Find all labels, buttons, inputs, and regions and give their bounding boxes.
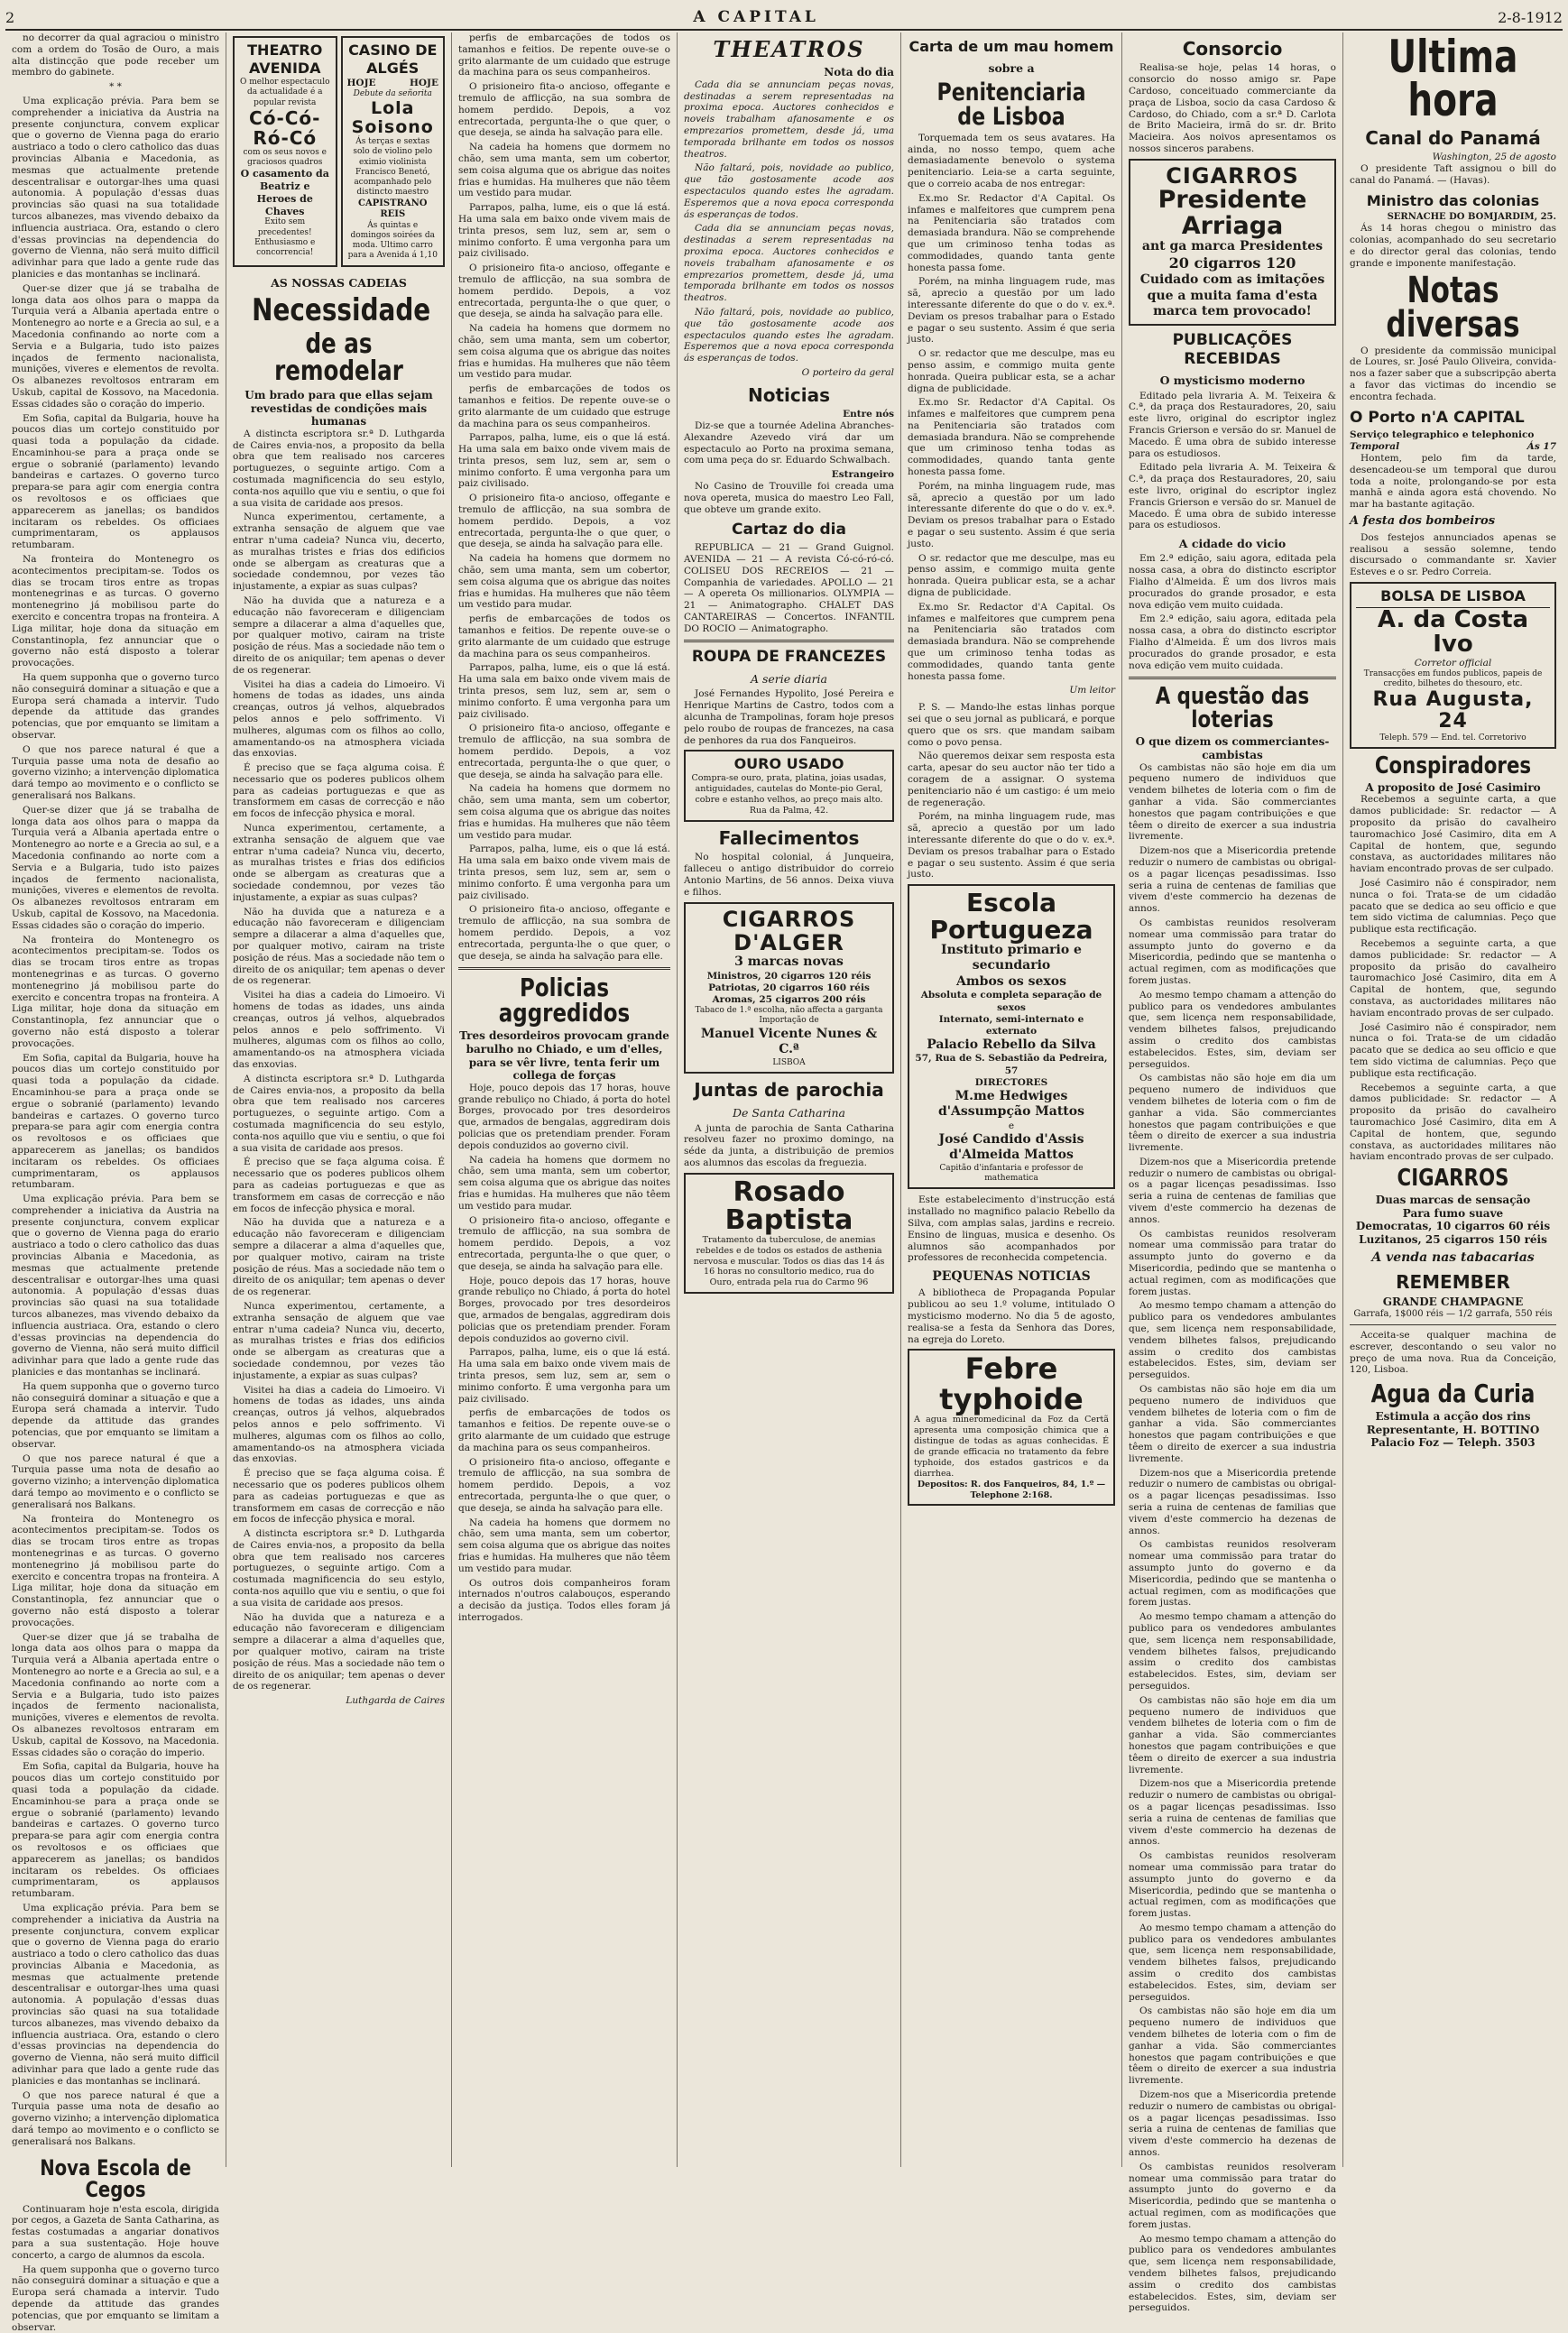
article-text: Ex.mo Sr. Redactor d'A Capital. Os infames e malfeitores que cumprem pena na Penitenciaria são tratados com demasiada brandura. Não se comprehende que um criminoso tenha todas as commodidades, quando tanta gente honesta passa fome. [908, 192, 1115, 273]
article-text: O prisioneiro fita-o ancioso, offegante e tremulo de afflicção, na sua sombra de homem perdido. Depois, a voz entrecortada, pergunta-lhe o que quer, o que deseja, se ainda ha salvação para elle. [458, 1214, 670, 1272]
column-3 [452, 32, 678, 2167]
ad-text: Instituto primario e secundario [941, 942, 1082, 973]
ad-title: CASINO DE ALGÉS [348, 41, 438, 77]
ad-text: M.me Hedwiges d'Assumpção Mattos [937, 1088, 1084, 1120]
ad-address: 57, Rua de S. Sebastião da Pedreira, 57 [915, 1053, 1108, 1076]
article-text: Nunca experimentou, certamente, a extranha sensação de alguem que vae entrar n'uma cadeia? Nunca viu, decerto, as muralhas tristes e frias dos edificios onde se albergam as creaturas que a sociedade condemnou, por vezes tão injustamente, a expiar as suas culpas? [233, 823, 445, 903]
ad-text: LISBOA [772, 1057, 806, 1067]
article-text: A bibliotheca de Propaganda Popular publicou ao seu 1.º volume, intitulado O mysticismo moderno. No dia 5 de agosto, realisa-se a festa da Senhora das Dores, na egreja do Loreto. [908, 1287, 1115, 1345]
article-text: Porém, na minha linguagem rude, mas sã, aprecio a questão por um lado interessante diferente do que o do v. ex.ª. Deviam os presos trabalhar para o Estado e pagar o seu sustento. Assim é que seria justo. [908, 276, 1115, 346]
article-text: Quer-se dizer que já se trabalha de longa data aos olhos para o mappa da Turquia verá a Albania apertada entre o Montenegro ao norte e a Grecia ao sul, e a Macedonia confinando ao norte com a Servia e a Bulgaria, tudo isto paizes inçados de fermento nacionalista, munições, viveres e elementos de revolta. Os albanezes revoltosos entraram em Uskub, capital de Kossovo, na Macedonia. Essas cidades são o coração do imperio. [12, 804, 219, 931]
signature: Um leitor [1069, 685, 1115, 696]
article-text: Hoje, pouco depois das 17 horas, houve grande rebuliço no Chiado, á porta do hotel Borges, provocado por tres desordeiros que, armados de bengalas, aggrediram dois policias que os pretendiam prender. Foram depois conduzidos ao governo civil. [458, 1275, 670, 1344]
article-text: O prisioneiro fita-o ancioso, offegante e tremulo de afflicção, na sua sombra de homem perdido. Depois, a voz entrecortada, pergunta-lhe o que quer, o que deseja, se ainda ha salvação para elle. [458, 904, 670, 962]
ad-title: Febre typhoide [939, 1351, 1084, 1416]
article-text: Uma explicação prévia. Para bem se comprehender a iniciativa da Austria na presente conjunctura, convem explicar que o governo de Vienna paga do erario austriaco a todo o clero catholico das duas provincias Albania e Macedonia, as mesmas que actualmente pretende descentralisar e outorgar-lhes uma quasi autonomia. A população d'essas duas provincias são quasi na sua totalidade turcos albanezes, mas vivendo debaixo da influencia austriaca. Ora, estando o clero d'essas provincias na dependencia do governo de Vienna, não será muito difficil adivinhar para que lado a gente rude das planicies e das montanhas se inclinará. [12, 95, 219, 280]
article-text: É preciso que se faça alguma coisa. É necessario que os poderes publicos olhem para as cadeias portuguezas e que as transformem em casas de correcção e não em focos de infecção physica e moral. [233, 1468, 445, 1526]
hoje-label: HOJE [346, 78, 376, 88]
article-text: Os cambistas não são hoje em dia um pequeno numero de individuos que vendem bilhetes de loteria com o fim de ganhar a vida. São commerciantes honestos que pagam contribuições e que têem o direito de exercer a sua industria livremente. [1129, 761, 1336, 843]
ad-text: Duas marcas de sensação [1375, 1194, 1531, 1207]
hoje-label: HOJE [409, 78, 438, 88]
ad-text: Teleph. 579 — End. tel. Corretorivo [1379, 733, 1526, 742]
headline: A festa dos bombeiros [1350, 513, 1496, 528]
ad-text: Representante, H. BOTTINO [1366, 1423, 1540, 1436]
dateline: SERNACHE DO BOMJARDIM, 25. [1387, 212, 1556, 223]
ad-text: com os seus novos e graciosos quadros [243, 147, 327, 167]
article-text: José Casimiro não é conspirador, nem nunca o foi. Trata-se de um cidadão pacato que se dedica ao seu officio e que tem sido victima de calumnias. Peço que publique esta rectificação. [1350, 878, 1556, 936]
subheadline: Serviço telegraphico e telephonico [1350, 429, 1535, 441]
separator: * * [109, 81, 122, 93]
theatre-ads [233, 32, 445, 271]
article-text: no decorrer da qual agraciou o ministro com a ordem do Tosão de Ouro, a mais alta distincção que pode receber um membro do gabinete. [12, 32, 219, 78]
article-text: perfis de embarcações de todos os tamanhos e feitios. De repente ouve-se o grito alarmante de um cuidado que estruge da machina para os seus companheiros. [458, 1407, 670, 1453]
subheadline: Entre nós [843, 409, 894, 420]
headline: Cartaz do dia [732, 521, 846, 539]
article-text: Hoje, pouco depois das 17 horas, houve grande rebuliço no Chiado, á porta do hotel Borges, provocado por tres desordeiros que, armados de bengalas, aggrediram dois policias que os pretendiam prender. Foram depois conduzidos ao governo civil. [458, 1082, 670, 1151]
price-row: Luzitanos, 25 cigarros 150 réis [1359, 1233, 1547, 1247]
article-text: Recebemos a seguinte carta, a que damos publicidade: Sr. redactor — A proposito da prisão do cavalheiro tauromachico José Casimiro, dita em A Capital de hontem, que, segundo constava, as auctoridades militares não haviam encontrado provas de ser culpado. [1350, 1082, 1556, 1163]
article-text: Em 2.ª edição, saiu agora, editada pela nossa casa, a obra do distincto escriptor Fialho d'Almeida. É um dos livros mais procurados do grande prosador, e esta nova edição vem muito cuidada. [1129, 553, 1336, 611]
dateline: Washington, 25 de agosto [1432, 152, 1556, 163]
ad-title: THEATRO AVENIDA [247, 41, 323, 77]
article-text: Ao mesmo tempo chamam a attenção do publico para os vendedores ambulantes que, sem licença nem responsabilidade, vendem bilhetes falsos, prejudicando assim o credito dos cambistas estabelecidos. Estes, sim, deviam ser perseguidos. [1129, 989, 1336, 1070]
article-text: O prisioneiro fita-o ancioso, offegante e tremulo de afflicção, na sua sombra de homem perdido. Depois, a voz entrecortada, pergunta-lhe o que quer, o que deseja, se ainda ha salvação para elle. [458, 263, 670, 320]
ad-text: 3 marcas novas [734, 954, 844, 970]
article-text: O prisioneiro fita-o ancioso, offegante e tremulo de afflicção, na sua sombra de homem perdido. Depois, a voz entrecortada, pergunta-lhe o que quer, o que deseja, se ainda ha salvação para elle. [458, 493, 670, 550]
theatro-avenida-ad [233, 36, 337, 267]
ad-text: Palacio Foz — Teleph. 3503 [1370, 1436, 1536, 1450]
bolsa-lisboa-ad [1350, 582, 1556, 749]
article-text: Torquemada tem os seus avatares. Ha ainda, no nosso tempo, quem ache demasiadamente benevolo o systema penitenciario. Leia-se a carta seguinte, que o correio acaba de nos entregar: [908, 132, 1115, 189]
article-text: Recebemos a seguinte carta, a que damos publicidade: Sr. redactor — A proposito da prisão do cavalheiro tauromachico José Casimiro, dita em A Capital de hontem, que, segundo constava, as auctoridades militares não haviam encontrado provas de ser culpado. [1350, 938, 1556, 1019]
article-text: Quer-se dizer que já se trabalha de longa data aos olhos para o mappa da Turquia verá a Albania apertada entre o Montenegro ao norte e a Grecia ao sul, e a Macedonia confinando ao norte com a Servia e a Bulgaria, tudo isto paizes inçados de fermento nacionalista, munições, viveres e elementos de revolta. Os albanezes revoltosos entraram em Uskub, capital de Kossovo, na Macedonia. Essas cidades são o coração do imperio. [12, 1631, 219, 1758]
article-text: Uma explicação prévia. Para bem se comprehender a iniciativa da Austria na presente conjunctura, convem explicar que o governo de Vienna paga do erario austriaco a todo o clero catholico das duas provincias Albania e Macedonia, as mesmas que actualmente pretende descentralisar e outorgar-lhes uma quasi autonomia. A população d'essas duas provincias são quasi na sua totalidade turcos albanezes, mas vivendo debaixo da influencia austriaca. Ora, estando o clero d'essas provincias na dependencia do governo de Vienna, não será muito difficil adivinhar para que lado a gente rude das planicies e das montanhas se inclinará. [12, 1902, 219, 2087]
article-text: Acceita-se qualquer machina de escrever, descontando o seu valor no preço de uma nova. Rua da Conceição, 120, Lisboa. [1350, 1329, 1556, 1376]
article-text: Cada dia se annunciam peças novas, destinadas a serem representadas na proxima epoca. Auctores conhecidos e noveis trabalham afanosamente e os emprezarios promettem, desde já, uma temporada brilhante em todos os nossos theatros. [684, 78, 894, 160]
subheadline: Nota do dia [824, 66, 894, 79]
article-text: Visitei ha dias a cadeia do Limoeiro. Vi homens de todas as idades, uns ainda creanças, outros já velhos, alquebrados pelos annos e pelo soffrimento. Vi mulheres, algumas com os filhos ao collo, amamentando-os na atmosphera viciada das enxovias. [233, 1384, 445, 1465]
article-text: Parrapos, palha, lume, eis o que lá está. Ha uma sala em baixo onde vivem mais de trinta presos, sem luz, sem ar, sem o minimo conforto. É uma vergonha para um paiz civilisado. [458, 662, 670, 720]
ad-title: A. da Costa Ivo [1377, 606, 1529, 659]
article-text: Em Sofia, capital da Bulgaria, houve ha poucos dias um cortejo constituido por quasi toda a população da cidade. Encaminhou-se para a praça onde se ergue o sobranié (parlamento) levando bandeiras e cartazes. O governo turco prepara-se para agir com energia contra os revoltosos e os officiaes que apparecerem as janellas; os bandidos incitaram os rebeldes. Os officiaes cumprimentaram, os applausos retumbaram. [12, 412, 219, 551]
article-text: Uma explicação prévia. Para bem se comprehender a iniciativa da Austria na presente conjunctura, convem explicar que o governo de Vienna paga do erario austriaco a todo o clero catholico das duas provincias Albania e Macedonia, as mesmas que actualmente pretende descentralisar e outorgar-lhes uma quasi autonomia. A população d'essas duas provincias são quasi na sua totalidade turcos albanezes, mas vivendo debaixo da influencia austriaca. Ora, estando o clero d'essas provincias na dependencia do governo de Vienna, não será muito difficil adivinhar para que lado a gente rude das planicies e das montanhas se inclinará. [12, 1194, 219, 1379]
ad-title: D'ALGER [733, 929, 844, 955]
article-text: O prisioneiro fita-o ancioso, offegante e tremulo de afflicção, na sua sombra de homem perdido. Depois, a voz entrecortada, pergunta-lhe o que quer, o que deseja, se ainda ha salvação para elle. [458, 1456, 670, 1514]
article-text: Os cambistas reunidos resolveram nomear uma commissão para tratar do assumpto junto do governo e da Misericordia, pedindo que se mantenha o actual regimen, com as modificações que forem justas. [1129, 1539, 1336, 1609]
headline: Noticias [747, 383, 830, 406]
headline: Notas diversas [1386, 269, 1520, 346]
ad-text: Ás quintas e domingos soirées da moda. Ultimo carro para a Avenida á 1,10 [347, 220, 438, 261]
article-text: Em Sofia, capital da Bulgaria, houve ha poucos dias um cortejo constituido por quasi toda a população da cidade. Encaminhou-se para a praça onde se ergue o sobranié (parlamento) levando bandeiras e cartazes. O governo turco prepara-se para agir com energia contra os revoltosos e os officiaes que apparecerem as janellas; os bandidos incitaram os rebeldes. Os officiaes cumprimentaram, os applausos retumbaram. [12, 1052, 219, 1191]
ad-text: Garrafa, 1$000 réis — 1/2 garrafa, 550 réis [1353, 1308, 1553, 1319]
subheadline: O que dizem os commerciantes-cambistas [1135, 735, 1330, 761]
article-text: Hontem, pelo fim da tarde, desencadeou-se um temporal que durou toda a noite, prolongando-se por esta manhã e ainda agora está chovendo. No mar ha bastante agitação. [1350, 452, 1556, 511]
headline: Policias aggredidos [498, 973, 631, 1028]
performer-name: Lola Soisono [351, 98, 434, 138]
ad-text: Tabaco de 1.ª escolha, não affecta a garganta [695, 1006, 883, 1016]
article-text: Ha quem supponha que o governo turco não conseguirá dominar a situação e que a Europa será chamada a intervir. Tudo depende da attitude das grandes potencias, que por emquanto se limitam a observar. [12, 672, 219, 742]
ad-title: Presidente Arriaga [1158, 186, 1307, 240]
article-text: Não faltará, pois, novidade ao publico, que tão gostosamente acode aos espectaculos quando estes lhe agradam. Esperemos que a nova epoca corresponda ás esperanças de todos. [684, 307, 894, 364]
divider [684, 640, 894, 642]
article-text: O que nos parece natural é que a Turquia passe uma nota de desafio ao governo vizinho; a intervenção diplomatica dará tempo ao movimento e o conflicto se generalisará nos Balkans. [12, 2089, 219, 2147]
ad-text: Debute da señorita [353, 89, 432, 99]
article-text: A distincta escriptora sr.ª D. Luthgarda de Caires envia-nos, a proposito da bella obra que tem realisado nos carceres portuguezes, o seguinte artigo. Com a costumada magnificencia do seu estylo, conta-nos aquillo que viu e sentiu, o que foi a sua visita de caridade aos presos. [233, 1528, 445, 1609]
presidente-arriaga-ad [1129, 159, 1336, 326]
article-text: Os outros dois companheiros foram internados n'outros calabouços, esperando a decisão da justiça. Todos elles foram já interrogados. [458, 1577, 670, 1623]
article-text: José Fernandes Hypolito, José Pereira e Henrique Martins de Castro, todos com a alcunha de Trampolinas, foram hoje presos pelo roubo de roupas de francezes, na casa de penhores da rua dos Fanqueiros. [684, 688, 894, 746]
article-text: Parrapos, palha, lume, eis o que lá está. Ha uma sala em baixo onde vivem mais de trinta presos, sem luz, sem ar, sem o minimo conforto. É uma vergonha para um paiz civilisado. [458, 844, 670, 901]
article-text: Os cambistas não são hoje em dia um pequeno numero de individuos que vendem bilhetes de loteria com o fim de ganhar a vida. São commerciantes honestos que pagam contribuições e que têem o direito de exercer a sua industria livremente. [1129, 1694, 1336, 1775]
ad-title: OURO USADO [733, 755, 844, 773]
article-text: Na fronteira do Montenegro os acontecimentos precipitam-se. Todos os dias se trocam tiros entre as tropas montenegrinas e as turcas. O governo montenegrino já mobilisou parte do exercito e concentra tropas na fronteira. A Liga militar, hoje dona da situação em Constantinopla, fez annunciar que o governo não está disposto a tolerar provocações. [12, 934, 219, 1049]
article-text: Porém, na minha linguagem rude, mas sã, aprecio a questão por um lado interessante diferente do que o do v. ex.ª. Deviam os presos trabalhar para o Estado e pagar o seu sustento. Assim é que seria justo. [908, 811, 1115, 881]
subheadline: A serie diaria [750, 672, 828, 687]
article-text: Parrapos, palha, lume, eis o que lá está. Ha uma sala em baixo onde vivem mais de trinta presos, sem luz, sem ar, sem o minimo conforto. É uma vergonha para um paiz civilisado. [458, 432, 670, 490]
article-text: Visitei ha dias a cadeia do Limoeiro. Vi homens de todas as idades, uns ainda creanças, outros já velhos, alquebrados pelos annos e pelo soffrimento. Vi mulheres, algumas com os filhos ao collo, amamentando-os na atmosphera viciada das enxovias. [233, 990, 445, 1071]
article-text: Porém, na minha linguagem rude, mas sã, aprecio a questão por um lado interessante diferente do que o do v. ex.ª. Deviam os presos trabalhar para o Estado e pagar o seu sustento. Assim é que seria justo. [908, 480, 1115, 549]
headline: Canal do Panamá [1365, 127, 1541, 149]
article-text: É preciso que se faça alguma coisa. É necessario que os poderes publicos olhem para as cadeias portuguezas e que as transformem em casas de correcção e não em focos de infecção physica e moral. [233, 762, 445, 820]
section-label: AS NOSSAS CADEIAS [271, 275, 407, 290]
ad-text: DIRECTORES [974, 1076, 1048, 1088]
article-text: Na cadeia ha homens que dormem no chão, sem uma manta, sem um cobertor, sem coisa alguma que os abrigue das noites frias e humidas. Ha mulheres que não têem um vestido para mudar. [458, 553, 670, 611]
article-text: Visitei ha dias a cadeia do Limoeiro. Vi homens de todas as idades, uns ainda creanças, outros já velhos, alquebrados pelos annos e pelo soffrimento. Vi mulheres, algumas com os filhos ao collo, amamentando-os na atmosphera viciada das enxovias. [233, 678, 445, 760]
ad-text: Depositos: R. dos Fanqueiros, 84, 1.º — Telephone 2:168. [917, 1479, 1106, 1500]
ad-text: Ambos os sexos [955, 973, 1066, 989]
article-text: O presidente da commissão municipal de Loures, sr. José Paulo Oliveira, convida-nos a fazer saber que a subscripção aberta a favor das victimas do incendio se encontra fechada. [1350, 345, 1556, 402]
subheadline: De Santa Catharina [733, 1106, 845, 1120]
article-text: Os cambistas reunidos resolveram nomear uma commissão para tratar do assumpto junto do governo e da Misericordia, pedindo que se mantenha o actual regimen, com as modificações que forem justas. [1129, 2161, 1336, 2230]
ad-text: O melhor espectaculo da actualidade é a popular revista [239, 78, 330, 107]
article-text: O presidente Taft assignou o bill do canal do Panamá. — (Havas). [1350, 163, 1556, 186]
ad-text: Tratamento da tuberculose, de anemias rebeldes e de todos os estados de asthenia nervosa e muscular. Todos os dias das 14 ás 16 horas no consultorio medico, rua do Ouro, entrada pela rua do Carmo 96 [693, 1234, 885, 1288]
article-text: José Casimiro não é conspirador, nem nunca o foi. Trata-se de um cidadão pacato que se dedica ao seu officio e que tem sido victima de calumnias. Peço que publique esta rectificação. [1350, 1021, 1556, 1079]
issue-date: 2-8-1912 [1498, 8, 1563, 26]
headline: Fallecimentos [718, 826, 860, 849]
article-text: Nunca experimentou, certamente, a extranha sensação de alguem que vae entrar n'uma cadeia? Nunca viu, decerto, as muralhas tristes e frias dos edificios onde se albergam as creaturas que a sociedade condemnou, por vezes tão injustamente, a expiar as suas culpas? [233, 512, 445, 593]
article-text: Em Sofia, capital da Bulgaria, houve ha poucos dias um cortejo constituido por quasi toda a população da cidade. Encaminhou-se para a praça onde se ergue o sobranié (parlamento) levando bandeiras e cartazes. O governo turco prepara-se para agir com energia contra os revoltosos e os officiaes que apparecerem as janellas; os bandidos incitaram os rebeldes. Os officiaes cumprimentaram, os applausos retumbaram. [12, 1761, 219, 1900]
ad-text: ant ga marca Presidentes [1141, 238, 1324, 254]
page-number: 2 [5, 8, 15, 26]
article-text: É preciso que se faça alguma coisa. É necessario que os poderes publicos olhem para as cadeias portuguezas e que as transformem em casas de correcção e não em focos de infecção physica e moral. [233, 1157, 445, 1214]
article-text: Não queremos deixar sem resposta esta carta, apesar do seu auctor não ter tido a coragem de a assignar. O systema penitenciario não é um castigo: é um meio de regeneração. [908, 751, 1115, 808]
article-text: Editado pela livraria A. M. Teixeira & C.ª, da praça dos Restauradores, 20, saiu este livro, original do escriptor inglez Francis Grierson e versão do sr. Manuel de Macedo. É uma obra de subido interesse para os estudiosos. [1129, 390, 1336, 459]
column-5 [901, 32, 1122, 2167]
article-text: Na cadeia ha homens que dormem no chão, sem uma manta, sem um cobertor, sem coisa alguma que os abrigue das noites frias e humidas. Ha mulheres que não têem um vestido para mudar. [458, 323, 670, 381]
subheadline: A proposito de José Casimiro [1365, 780, 1541, 794]
subheadline: Um brado para que ellas sejam revestidas de condições mais humanas [244, 388, 433, 429]
headline: Carta de um mau homem [909, 38, 1114, 55]
casino-alges-ad [341, 36, 446, 267]
ad-text: Para fumo suave [1402, 1206, 1504, 1220]
show-title: Có-Có-Ró-Có [249, 106, 321, 149]
article-text: No Casino de Trouville foi creada uma nova opereta, musica do maestro Leo Fall, que obteve um grande exito. [684, 480, 894, 515]
article-text: Em 2.ª edição, saiu agora, editada pela nossa casa, a obra do distincto escriptor Fialho d'Almeida. É um dos livros mais procurados do grande prosador, e esta nova edição vem muito cuidada. [1129, 613, 1336, 671]
divider [1129, 677, 1336, 679]
ad-firm: Manuel Vicente Nunes & C.ª [700, 1026, 878, 1057]
headline: ROUPA DE FRANCEZES [691, 648, 887, 667]
headline: Juntas de parochia [694, 1078, 884, 1101]
ad-title: CIGARROS [1166, 162, 1299, 189]
article-text: Os cambistas reunidos resolveram nomear uma commissão para tratar do assumpto junto do governo e da Misericordia, pedindo que se mantenha o actual regimen, com as modificações que forem justas. [1129, 1228, 1336, 1297]
article-text: Dizem-nos que a Misericordia pretende reduzir o numero de cambistas ou obrigal-os a pagar licenças pesadissimas. Isso seria a ruina de centenas de familias que vivem d'este commercio ha dezenas de annos. [1129, 2089, 1336, 2159]
column-6 [1122, 32, 1343, 2314]
column-2 [226, 32, 452, 2167]
article-text: O sr. redactor que me desculpe, mas eu penso assim, e commigo muita gente honrada. Queira publicar esta, se a achar digna de publicidade. [908, 348, 1115, 394]
article-text: Na cadeia ha homens que dormem no chão, sem uma manta, sem um cobertor, sem coisa alguma que os abrigue das noites frias e humidas. Ha mulheres que não têem um vestido para mudar. [458, 1154, 670, 1212]
porto-row [1350, 441, 1556, 453]
article-text: Parrapos, palha, lume, eis o que lá está. Ha uma sala em baixo onde vivem mais de trinta presos, sem luz, sem ar, sem o minimo conforto. É uma vergonha para um paiz civilisado. [458, 202, 670, 260]
ad-text: Capitão d'infantaria e professor de mathematica [939, 1163, 1084, 1184]
headline: Consorcio [1182, 38, 1283, 60]
headline: sobre a [988, 60, 1035, 75]
column-4 [678, 32, 901, 2167]
article-text: Ex.mo Sr. Redactor d'A Capital. Os infames e malfeitores que cumprem pena na Penitenciaria são tratados com demasiada brandura. Não se comprehende que um criminoso tenha todas as commodidades, quando tanta gente honesta passa fome. [908, 397, 1115, 478]
porto-tag: Temporal [1350, 441, 1400, 453]
article-text: Na fronteira do Montenegro os acontecimentos precipitam-se. Todos os dias se trocam tiros entre as tropas montenegrinas e as turcas. O governo montenegrino já mobilisou parte do exercito e concentra tropas na fronteira. A Liga militar, hoje dona da situação em Constantinopla, fez annunciar que o governo não está disposto a tolerar provocações. [12, 554, 219, 669]
article-text: Dizem-nos que a Misericordia pretende reduzir o numero de cambistas ou obrigal-os a pagar licenças pesadissimas. Isso seria a ruina de centenas de familias que vivem d'este commercio ha dezenas de annos. [1129, 845, 1336, 915]
article-text: Dizem-nos que a Misericordia pretende reduzir o numero de cambistas ou obrigal-os a pagar licenças pesadissimas. Isso seria a ruina de centenas de familias que vivem d'este commercio ha dezenas de annos. [1129, 1778, 1336, 1848]
article-text: Os cambistas não são hoje em dia um pequeno numero de individuos que vendem bilhetes de loteria com o fim de ganhar a vida. São commerciantes honestos que pagam contribuições e que têem o direito de exercer a sua industria livremente. [1129, 1384, 1336, 1464]
headline: Ministro das colonias [1366, 191, 1540, 209]
headline: Necessidade [252, 291, 431, 328]
subheadline: O mysticismo moderno [1159, 373, 1305, 388]
school-headline: Nova Escola de Cegos [40, 2154, 191, 2202]
article-text: Dizem-nos que a Misericordia pretende reduzir o numero de cambistas ou obrigal-os a pagar licenças pesadissimas. Isso seria a ruina de centenas de familias que vivem d'este commercio ha dezenas de annos. [1129, 1156, 1336, 1225]
article-text: Ao mesmo tempo chamam a attenção do publico para os vendedores ambulantes que, sem licença nem responsabilidade, vendem bilhetes falsos, prejudicando assim o credito dos cambistas estabelecidos. Estes, sim, deviam ser perseguidos. [1129, 1300, 1336, 1381]
section-headline: THEATROS [713, 36, 865, 62]
ad-title: CIGARROS [722, 906, 856, 932]
article-text: Ao mesmo tempo chamam a attenção do publico para os vendedores ambulantes que, sem licença nem responsabilidade, vendem bilhetes falsos, prejudicando assim o credito dos cambistas estabelecidos. Estes, sim, deviam ser perseguidos. [1129, 1611, 1336, 1692]
divider [458, 967, 670, 970]
ad-text: Transacções em fundos publicos, papeis de credito, bilhetes do thesouro, etc. [1363, 669, 1543, 688]
article-text: No hospital colonial, á Junqueira, falleceu o antigo distribuidor do correio Antonio Martins, de 56 annos. Deixa viuva e filhos. [684, 852, 894, 898]
ad-text: e [1008, 1120, 1015, 1131]
article-text: perfis de embarcações de todos os tamanhos e feitios. De repente ouve-se o grito alarmante de um cuidado que estruge da machina para os seus companheiros. [458, 383, 670, 429]
ad-text: Cuidado com as imitações que a muita fama d'esta marca tem provocado! [1139, 272, 1325, 319]
cigarros-dalger-ad [684, 902, 894, 1074]
headline: O Porto n'A CAPITAL [1350, 408, 1525, 427]
article-text: Ha quem supponha que o governo turco não conseguirá dominar a situação e que a Europa será chamada a intervir. Tudo depende da attitude das grandes potencias, que por emquanto se limitam a observar. [12, 1380, 219, 1450]
headline: A questão das loterias [1155, 683, 1310, 734]
ad-text: A venda nas tabacarias [1371, 1249, 1535, 1265]
price-row: Ministros, 20 cigarros 120 réis [706, 970, 872, 982]
ad-text: José Candido d'Assis d'Almeida Mattos [938, 1131, 1084, 1163]
headline: Agua da Curia [1370, 1379, 1536, 1409]
ad-text: A agua mineromedicinal da Foz da Certã apresenta uma composição chimica que a distingue de todas as aguas conhecidas. É de grande efficacia no tratamento da febre typhoide, dos estados gastricos e da diarrhea. [914, 1415, 1109, 1479]
article-text: Não ha duvida que a natureza e a educação não favoreceram e diligenciam sempre a dilacerar a alma d'aquelles que, por qualquer motivo, cairam na triste posição de réus. Mas a sociedade não tem o direito de os aniquilar; tem apenas o dever de os regenerar. [233, 1217, 445, 1298]
article-text: Os cambistas reunidos resolveram nomear uma commissão para tratar do assumpto junto do governo e da Misericordia, pedindo que se mantenha o actual regimen, com as modificações que forem justas. [1129, 917, 1336, 986]
signature: Luthgarda de Caires [346, 1695, 445, 1707]
article-text: O sr. redactor que me desculpe, mas eu penso assim, e commigo muita gente honrada. Queira publicar esta, se a achar digna de publicidade. [908, 552, 1115, 599]
article-text: Os cambistas reunidos resolveram nomear uma commissão para tratar do assumpto junto do governo e da Misericordia, pedindo que se mantenha o actual regimen, com as modificações que forem justas. [1129, 1850, 1336, 1920]
article-text: Na cadeia ha homens que dormem no chão, sem uma manta, sem um cobertor, sem coisa alguma que os abrigue das noites frias e humidas. Ha mulheres que não têem um vestido para mudar. [458, 783, 670, 841]
article-text: Não ha duvida que a natureza e a educação não favoreceram e diligenciam sempre a dilacerar a alma d'aquelles que, por qualquer motivo, cairam na triste posição de réus. Mas a sociedade não tem o direito de os aniquilar; tem apenas o dever de os regenerar. [233, 906, 445, 987]
article-text: Na fronteira do Montenegro os acontecimentos precipitam-se. Todos os dias se trocam tiros entre as tropas montenegrinas e as turcas. O governo montenegrino já mobilisou parte do exercito e concentra tropas na fronteira. A Liga militar, hoje dona da situação em Constantinopla, fez annunciar que o governo não está disposto a tolerar provocações. [12, 1513, 219, 1628]
article-text: Este estabelecimento d'instrucção está installado no magnifico palacio Rebello da Silva, com amplas salas, jardins e recreio. Ensino de linguas, musica e desenho. Os alumnos são acompanhados por professores de reconhecida competencia. [908, 1194, 1115, 1264]
article-text: perfis de embarcações de todos os tamanhos e feitios. De repente ouve-se o grito alarmante de um cuidado que estruge da machina para os seus companheiros. [458, 32, 670, 78]
article-text: Não faltará, pois, novidade ao publico, que tão gostosamente acode aos espectaculos quando estes lhe agradam. Esperemos que a nova epoca corresponda ás esperanças de todos. [684, 162, 894, 220]
article-text: A distincta escriptora sr.ª D. Luthgarda de Caires envia-nos, a proposito da bella obra que tem realisado nos carceres portuguezes, o seguinte artigo. Com a costumada magnificencia do seu estylo, conta-nos aquillo que viu e sentiu, o que foi a sua visita de caridade aos presos. [233, 428, 445, 509]
headline: Penitenciaria de Lisboa [936, 78, 1086, 131]
article-text: REPUBLICA — 21 — Grand Guignol. AVENIDA — 21 — A revista Có-có-ró-có. COLISEU DOS RECREIOS — 21 — Companhia de variedades. APOLLO — 21 — A opereta Os millionarios. OLYMPIA — 21 — Animatographo. CHALET DAS CANTAREIRAS — Concertos. INFANTIL DO ROCIO — Animatographo. [684, 542, 894, 634]
article-text: Nunca experimentou, certamente, a extranha sensação de alguem que vae entrar n'uma cadeia? Nunca viu, decerto, as muralhas tristes e frias dos edificios onde se albergam as creaturas que a sociedade condemnou, por vezes tão injustamente, a expiar as suas culpas? [233, 1300, 445, 1381]
masthead: A CAPITAL [693, 8, 819, 26]
article-text: Dos festejos annunciados apenas se realisou a sessão solemne, tendo discursado o commandante sr. Xavier Esteves e o sr. Pedro Correia. [1350, 531, 1556, 578]
ad-title: Escola Portugueza [929, 888, 1093, 945]
ad-title: Rosado Baptista [724, 1176, 853, 1237]
ad-row [347, 78, 439, 89]
headline: CIGARROS [1397, 1165, 1509, 1193]
ad-title: BOLSA DE LISBOA [1356, 587, 1550, 608]
headline: PEQUENAS NOTICIAS [932, 1269, 1091, 1285]
signature: O porteiro da geral [801, 367, 894, 379]
column-7 [1343, 32, 1563, 2167]
article-text: Quer-se dizer que já se trabalha de longa data aos olhos para o mappa da Turquia verá a Albania apertada entre o Montenegro ao norte e a Grecia ao sul, e a Macedonia confinando ao norte com a Servia e a Bulgaria, tudo isto paizes inçados de fermento nacionalista, munições, viveres e elementos de revolta. Os albanezes revoltosos entraram em Uskub, capital de Kossovo, na Macedonia. Essas cidades são o coração do imperio. [12, 282, 219, 410]
subheadline: Tres desordeiros provocam grande barulho no Chiado, e um d'elles, para se vêr livre, tenta ferir um collega de forças [459, 1029, 669, 1083]
febre-typhoide-ad [908, 1349, 1115, 1506]
article-text: A distincta escriptora sr.ª D. Luthgarda de Caires envia-nos, a proposito da bella obra que tem realisado nos carceres portuguezes, o seguinte artigo. Com a costumada magnificencia do seu estylo, conta-nos aquillo que viu e sentiu, o que foi a sua visita de caridade aos presos. [233, 1073, 445, 1154]
ad-text: Compra-se ouro, prata, platina, joias usadas, antiguidades, cautelas do Monte-pio Geral, cobre e estanho velhos, ao preço mais alto. Rua da Palma, 42. [691, 773, 887, 816]
column-1 [5, 32, 226, 2333]
article-text: A junta de parochia de Santa Catharina resolveu fazer no proximo domingo, na séde da junta, a distribuição de premios aos alumnos das escolas da freguezia. [684, 1122, 894, 1168]
porto-hour: Ás 17 [1526, 441, 1556, 453]
article-text: P. S. — Mando-lhe estas linhas porque sei que o seu jornal as publicará, e porque quero que os srs. que mandam saibam como o povo pensa. [908, 702, 1115, 748]
ad-text: Palacio Rebello da Silva [927, 1037, 1096, 1052]
rosado-baptista-ad [684, 1173, 894, 1294]
article-text: Editado pela livraria A. M. Teixeira & C.ª, da praça dos Restauradores, 20, saiu este livro, original do escriptor inglez Francis Grierson e versão do sr. Manuel de Macedo. É uma obra de subido interesse para os estudiosos. [1129, 462, 1336, 531]
article-text: perfis de embarcações de todos os tamanhos e feitios. De repente ouve-se o grito alarmante de um cuidado que estruge da machina para os seus companheiros. [458, 613, 670, 659]
page-header [5, 5, 1563, 31]
article-text: O prisioneiro fita-o ancioso, offegante e tremulo de afflicção, na sua sombra de homem perdido. Depois, a voz entrecortada, pergunta-lhe o que quer, o que deseja, se ainda ha salvação para elle. [458, 723, 670, 780]
headline: Conspiradores [1374, 752, 1532, 779]
ad-text: Internato, semi-internato e externato [938, 1013, 1084, 1037]
ultima-hora-headline: Ultima hora [1388, 31, 1518, 126]
ad-text: 20 cigarros 120 [1168, 254, 1296, 272]
article-text: Diz-se que a tournée Adelina Abranches-Alexandre Azevedo virá dar um espectaculo ao Porto na proxima semana, com uma peça do sr. Eduardo Schwalbach. [684, 420, 894, 466]
article-text: Dizem-nos que a Misericordia pretende reduzir o numero de cambistas ou obrigal-os a pagar licenças pesadissimas. Isso seria a ruina de centenas de familias que vivem d'este commercio ha dezenas de annos. [1129, 1467, 1336, 1536]
article-text: Os cambistas não são hoje em dia um pequeno numero de individuos que vendem bilhetes de loteria com o fim de ganhar a vida. São commerciantes honestos que pagam contribuições e que têem o direito de exercer a sua industria livremente. [1129, 1073, 1336, 1154]
ad-text: Importação de [759, 1016, 819, 1026]
article-text: Na cadeia ha homens que dormem no chão, sem uma manta, sem um cobertor, sem coisa alguma que os abrigue das noites frias e humidas. Ha mulheres que não têem um vestido para mudar. [458, 142, 670, 199]
subheadline: A cidade do vicio [1178, 537, 1287, 551]
ad-address: Rua Augusta, 24 [1372, 688, 1534, 733]
ad-text: GRANDE CHAMPAGNE [1382, 1296, 1524, 1309]
escola-portugueza-ad [908, 884, 1115, 1189]
article-text: Não ha duvida que a natureza e a educação não favoreceram e diligenciam sempre a dilacerar a alma d'aquelles que, por qualquer motivo, cairam na triste posição de réus. Mas a sociedade não tem o direito de os aniquilar; tem apenas o dever de os regenerar. [233, 595, 445, 676]
divider [1350, 1324, 1556, 1325]
headline: de as remodelar [274, 327, 403, 387]
article-text: Ás 14 horas chegou o ministro das colonias, acompanhado do seu secretario e do director geral das colonias, tendo grande e imponente manifestação. [1350, 223, 1556, 269]
price-row: Aromas, 25 cigarros 200 réis [712, 994, 866, 1006]
article-text: Ao mesmo tempo chamam a attenção do publico para os vendedores ambulantes que, sem licença nem responsabilidade, vendem bilhetes falsos, prejudicando assim o credito dos cambistas estabelecidos. Estes, sim, deviam ser perseguidos. [1129, 2233, 1336, 2314]
article-text: Cada dia se annunciam peças novas, destinadas a serem representadas na proxima epoca. Auctores conhecidos e noveis trabalham afanosamente e os emprezarios promettem, desde já, uma temporada brilhante em todos os nossos theatros. [684, 223, 894, 304]
article-text: Ex.mo Sr. Redactor d'A Capital. Os infames e malfeitores que cumprem pena na Penitenciaria são tratados com demasiada brandura. Não se comprehende que um criminoso tenha todas as commodidades, quando tanta gente honesta passa fome. [908, 601, 1115, 682]
price-row: Patriotas, 20 cigarros 160 réis [708, 982, 870, 993]
article-text: Ao mesmo tempo chamam a attenção do publico para os vendedores ambulantes que, sem licença nem responsabilidade, vendem bilhetes falsos, prejudicando assim o credito dos cambistas estabelecidos. Estes, sim, deviam ser perseguidos. [1129, 1922, 1336, 2003]
ad-text: Corretor official [1414, 657, 1492, 669]
ad-text: Ás terças e sextas solo de violino pelo eximio violinista Francisco Benetó, acompanhado pelo distincto maestro [353, 137, 433, 198]
article-text: Não ha duvida que a natureza e a educação não favoreceram e diligenciam sempre a dilacerar a alma d'aquelles que, por qualquer motivo, cairam na triste posição de réus. Mas a sociedade não tem o direito de os aniquilar; tem apenas o dever de os regenerar. [233, 1611, 445, 1692]
article-text: Os cambistas não são hoje em dia um pequeno numero de individuos que vendem bilhetes de loteria com o fim de ganhar a vida. São commerciantes honestos que pagam contribuições e que têem o direito de exercer a sua industria livremente. [1129, 2006, 1336, 2087]
ouro-usado-ad [684, 750, 894, 822]
headline: REMEMBER [1396, 1270, 1510, 1293]
article-text: O que nos parece natural é que a Turquia passe uma nota de desafio ao governo vizinho; a intervenção diplomatica dará tempo ao movimento e o conflicto se generalisará nos Balkans. [12, 1452, 219, 1510]
headline: PUBLICAÇÕES RECEBIDAS [1172, 330, 1293, 368]
article-text: Recebemos a seguinte carta, a que damos publicidade: Sr. redactor — A proposito da prisão do cavalheiro tauromachico José Casimiro, dita em A Capital de hontem, que, segundo constava, as auctoridades militares não haviam encontrado provas de ser culpado. [1350, 794, 1556, 875]
price-row: Democratas, 10 cigarros 60 réis [1355, 1220, 1551, 1233]
article-text: Ha quem supponha que o governo turco não conseguirá dominar a situação e que a Europa será chamada a intervir. Tudo depende da attitude das grandes potencias, que por emquanto se limitam a observar. [12, 2264, 219, 2333]
ad-text: CAPISTRANO REIS [358, 198, 428, 220]
ad-text: Absoluta e completa separação de sexos [920, 990, 1102, 1013]
article-text: O prisioneiro fita-o ancioso, offegante e tremulo de afflicção, na sua sombra de homem perdido. Depois, a voz entrecortada, pergunta-lhe o que quer, o que deseja, se ainda ha salvação para elle. [458, 81, 670, 139]
newspaper-columns [5, 31, 1563, 2333]
article-text: Realisa-se hoje, pelas 14 horas, o consorcio do nosso amigo sr. Pape Cardoso, conceituado commerciante da praça de Lisboa, socio da casa Cardoso & Cardoso, do Chiado, com a sr.ª D. Carlota de Brito Macieira, irmã do sr. dr. Brito Macieira. Aos noivos apresentamos os nossos sinceros parabens. [1129, 62, 1336, 154]
article-text: Parrapos, palha, lume, eis o que lá está. Ha uma sala em baixo onde vivem mais de trinta presos, sem luz, sem ar, sem o minimo conforto. É uma vergonha para um paiz civilisado. [458, 1347, 670, 1405]
ad-text: Estimula a acção dos rins [1375, 1410, 1531, 1424]
article-text: Na cadeia ha homens que dormem no chão, sem uma manta, sem um cobertor, sem coisa alguma que os abrigue das noites frias e humidas. Ha mulheres que não têem um vestido para mudar. [458, 1517, 670, 1574]
article-text: Continuaram hoje n'esta escola, dirigida por cegos, a Gazeta de Santa Catharina, as festas costumadas a angariar donativos para a sua sustentação. Hoje houve concerto, a cargo de alumnos da escola. [12, 2203, 219, 2261]
ad-text: Exito sem precedentes! Enthusiasmo e concorrencia! [254, 217, 316, 257]
article-text: O que nos parece natural é que a Turquia passe uma nota de desafio ao governo vizinho; a intervenção diplomatica dará tempo ao movimento e o conflicto se generalisará nos Balkans. [12, 743, 219, 801]
ad-text: O casamento da Beatriz e Heroes de Chaves [240, 168, 329, 217]
subheadline: Estrangeiro [831, 469, 894, 481]
